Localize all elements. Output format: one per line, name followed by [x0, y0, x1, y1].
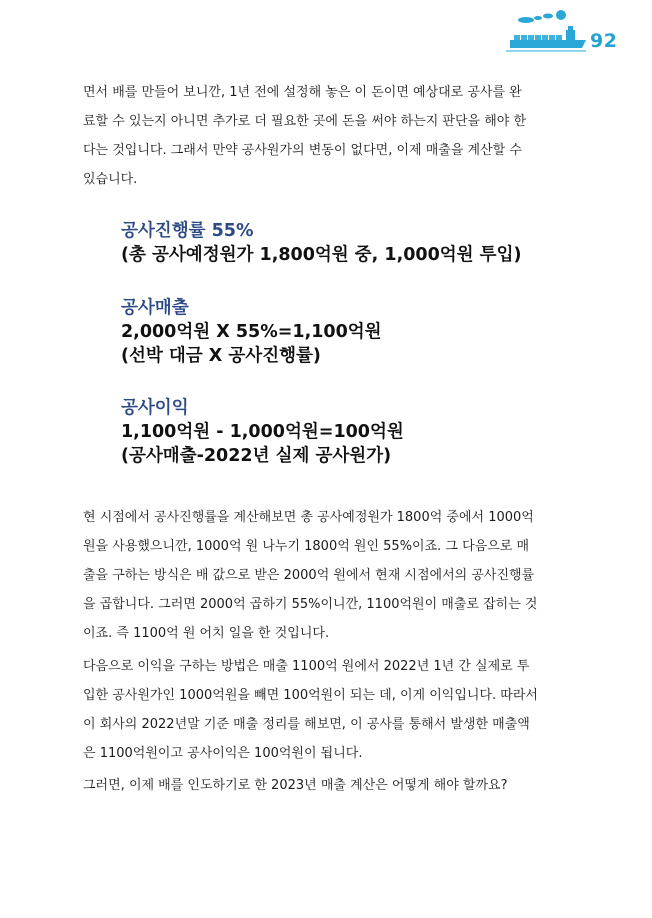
- text-line: 출을 구하는 방식은 배 값으로 받은 2000억 원에서 현재 시점에서의 공사진행률: [83, 568, 535, 583]
- text-line: 이죠. 즉 1100억 원 어치 일을 한 것입니다.: [83, 626, 330, 641]
- text-line: 이 회사의 2022년말 기준 매출 정리를 해보면, 이 공사를 통해서 발생한 매출액: [83, 717, 530, 732]
- revenue-block: [121, 296, 581, 368]
- intro-paragraph: [83, 78, 583, 194]
- block-heading: 공사매출: [121, 298, 189, 318]
- text-line: 면서 배를 만들어 보니깐, 1년 전에 설정해 놓은 이 돈이면 예상대로 공사를 완: [83, 85, 522, 100]
- text-line: 다는 것입니다. 그래서 만약 공사원가의 변동이 없다면, 이제 매출을 계산할 수: [83, 143, 522, 158]
- text-line: 다음으로 이익을 구하는 방법은 매출 1100억 원에서 2022년 1년 간 실제로 투: [83, 659, 530, 674]
- ship-icon: [498, 6, 588, 56]
- closing-question-paragraph: [83, 771, 583, 800]
- block-line: (선박 대금 X 공사진행률): [121, 346, 321, 366]
- text-line: 료할 수 있는지 아니면 추가로 더 필요한 곳에 돈을 써야 하는지 판단을 해야 한: [83, 114, 527, 129]
- profit-block: [121, 396, 581, 468]
- block-line: 1,100억원 - 1,000억원=100억원: [121, 422, 404, 442]
- block-line: (총 공사예정원가 1,800억원 중, 1,000억원 투입): [121, 245, 522, 265]
- progress-rate-block: [121, 219, 581, 267]
- text-line: 입한 공사원가인 1000억원을 빼면 100억원이 되는 데, 이게 이익입니다. 따라서: [83, 688, 538, 703]
- text-line: 현 시점에서 공사진행률을 계산해보면 총 공사예정원가 1800억 중에서 1000억: [83, 510, 534, 525]
- progress-explanation-paragraph: [83, 503, 583, 648]
- text-line: 그러면, 이제 배를 인도하기로 한 2023년 매출 계산은 어떻게 해야 할까요?: [83, 778, 508, 793]
- block-heading: 공사이익: [121, 398, 189, 418]
- text-line: 원을 사용했으니깐, 1000억 원 나누기 1800억 원인 55%이죠. 그 다음으로 매: [83, 539, 530, 554]
- text-line: 은 1100억원이고 공사이익은 100억원이 됩니다.: [83, 746, 363, 761]
- text-line: 있습니다.: [83, 172, 138, 187]
- text-line: 을 곱합니다. 그러면 2000억 곱하기 55%이니깐, 1100억원이 매출로 잡히는 것: [83, 597, 538, 612]
- block-line: (공사매출-2022년 실제 공사원가): [121, 446, 392, 466]
- page-header: [498, 6, 638, 56]
- block-line: 2,000억원 X 55%=1,100억원: [121, 322, 382, 342]
- page-number: 92: [590, 30, 618, 52]
- block-heading: 공사진행률 55%: [121, 221, 254, 241]
- profit-explanation-paragraph: [83, 652, 583, 768]
